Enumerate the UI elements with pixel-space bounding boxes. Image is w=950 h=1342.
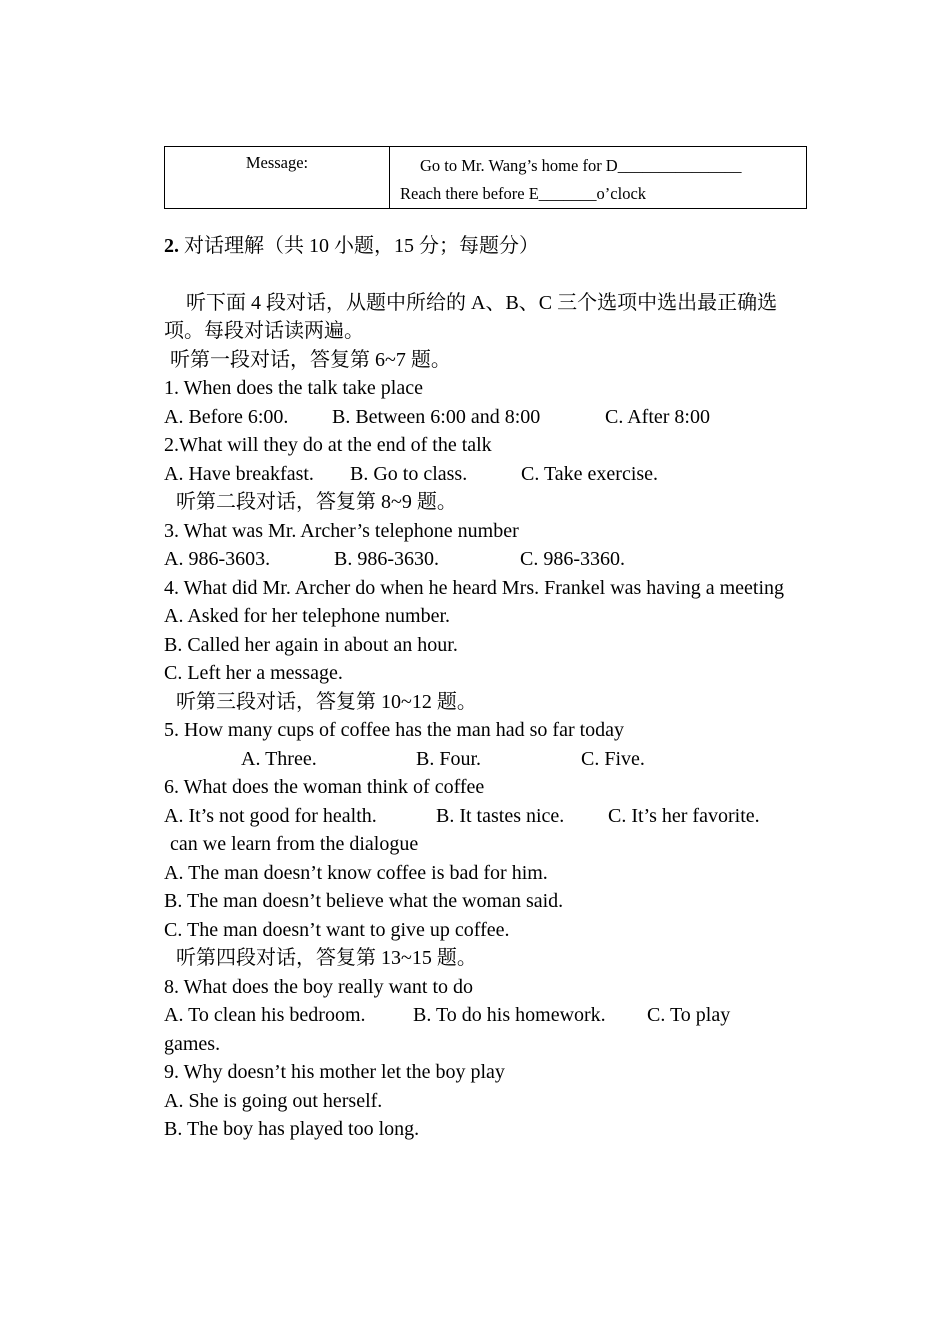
message-content [390,147,807,209]
option-b: B. Between 6:00 and 8:00 [332,405,541,428]
option-b: B. To do his homework. [413,1004,606,1026]
option-a: A. She is going out herself. [164,1089,383,1112]
section-heading [164,232,789,261]
option-b: B. Go to class. [350,462,468,485]
question-5-options [164,745,789,774]
option-a: A. Have breakfast. [164,462,314,485]
question-3-options [164,545,789,574]
question-4: 4. What did Mr. Archer do when he heard Mrs. Frankel was having a meeting [164,576,785,599]
option-c: C. Take exercise. [521,462,659,485]
section-intro: 听下面 4 段对话，从题中所给的 A、B、C 三个选项中选出最正确选项。每段对话读两遍。 [164,291,778,342]
option-a: A. Three. [241,747,317,770]
option-c: C. 986-3360. [520,548,625,570]
option-c: C. After 8:00 [605,405,710,428]
section-number: 2. [164,235,179,257]
option-c: C. Left her a message. [164,662,343,684]
question-3: 3. What was Mr. Archer’s telephone number [164,519,519,542]
message-table [164,146,807,209]
option-c: C. To play games. [164,1004,731,1055]
option-b: B. It tastes nice. [436,804,565,827]
option-b: B. 986-3630. [334,548,439,570]
section-title: 对话理解（共 10 小题，15 分；每题分） [179,235,539,257]
option-a: A. Before 6:00. [164,405,289,428]
question-6-options [164,802,789,831]
option-b: B. Called her again in about an hour. [164,633,458,656]
message-line-1: Go to Mr. Wang’s home for D_______________ [420,156,742,175]
option-c: C. The man doesn’t want to give up coffee. [164,918,510,941]
option-a: A. It’s not good for health. [164,804,377,827]
question-2: 2.What will they do at the end of the talk [164,434,492,456]
question-5: 5. How many cups of coffee has the man had so far today [164,719,625,741]
message-line-2: Reach there before E_______o’clock [400,184,647,203]
option-a: A. The man doesn’t know coffee is bad for him. [164,861,548,884]
question-2-options [164,460,789,489]
question-1-options [164,403,789,432]
part-4-instruction: 听第四段对话，答复第 13~15 题。 [176,947,477,969]
part-3-instruction: 听第三段对话，答复第 10~12 题。 [176,690,477,713]
part-1-instruction: 听第一段对话，答复第 6~7 题。 [170,348,451,371]
question-8: 8. What does the boy really want to do [164,975,474,998]
option-a: A. Asked for her telephone number. [164,605,451,627]
question-6: 6. What does the woman think of coffee [164,776,485,798]
part-2-instruction: 听第二段对话，答复第 8~9 题。 [176,491,457,513]
option-a: A. 986-3603. [164,548,271,570]
question-9: 9. Why doesn’t his mother let the boy play [164,1061,505,1083]
option-b: B. Four. [416,747,482,770]
question-8-options [164,1001,789,1058]
question-1: 1. When does the talk take place [164,377,423,399]
question-7: can we learn from the dialogue [170,833,419,855]
message-label: Message: [165,147,390,209]
option-b: B. The man doesn’t believe what the woman said. [164,890,564,912]
option-c: C. It’s her favorite. [608,804,760,827]
option-b: B. The boy has played too long. [164,1118,420,1140]
option-a: A. To clean his bedroom. [164,1004,366,1026]
exam-content [164,232,789,1144]
option-c: C. Five. [581,747,645,770]
